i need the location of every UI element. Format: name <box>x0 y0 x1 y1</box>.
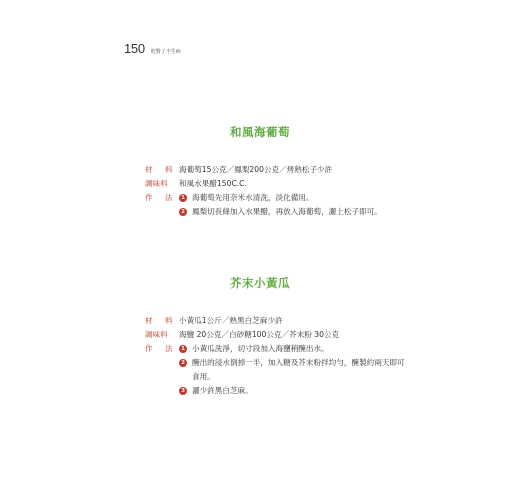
recipe-block <box>145 163 445 219</box>
seasoning-text: 和風水果醋150C.C. <box>179 179 247 188</box>
page-number: 150 <box>124 41 145 56</box>
recipe-title: 和風海葡萄 <box>230 125 290 139</box>
recipe-block <box>145 314 445 398</box>
seasoning-label: 調味料 <box>145 179 168 188</box>
step-number-badge: 2 <box>179 359 187 367</box>
step-text: 灑少許黑白芝麻。 <box>192 386 253 395</box>
method-row <box>145 342 445 398</box>
seasoning-row <box>145 177 445 191</box>
ingredients-row <box>145 163 445 177</box>
step-number-badge: 2 <box>179 208 187 216</box>
steps-list <box>179 191 407 219</box>
method-label: 作 法 <box>145 193 178 202</box>
step-item <box>179 356 407 384</box>
ingredients-text: 海葡萄15公克／鳳梨200公克／烤熟松子少許 <box>179 165 333 174</box>
step-text: 醃出的浸水倒掉一半，加入糖及芥末粉拌均勻，醃製約兩天即可食用。 <box>192 358 405 381</box>
step-text: 海葡萄先用奈米水清洗，淡化備用。 <box>192 193 314 202</box>
ingredients-text: 小黃瓜1公斤／熟黑白芝麻少許 <box>179 316 283 325</box>
recipe-title: 芥末小黃瓜 <box>230 276 290 290</box>
ingredients-label: 材 料 <box>145 165 178 174</box>
step-number-badge: 3 <box>179 387 187 395</box>
running-title: 吃對了不生病 <box>150 49 181 55</box>
seasoning-label: 調味料 <box>145 330 168 339</box>
step-item <box>179 191 407 205</box>
seasoning-text: 海鹽 20公克／白砂糖100公克／芥末粉 30公克 <box>179 330 340 339</box>
step-item <box>179 384 407 398</box>
step-text: 鳳梨切長條加入水果醋，再放入海葡萄，灑上松子即可。 <box>192 207 382 216</box>
steps-list <box>179 342 407 398</box>
step-item <box>179 205 407 219</box>
page-header <box>124 41 181 56</box>
step-item <box>179 342 407 356</box>
step-number-badge: 1 <box>179 194 187 202</box>
method-label: 作 法 <box>145 344 178 353</box>
method-row <box>145 191 445 219</box>
ingredients-row <box>145 314 445 328</box>
seasoning-row <box>145 328 445 342</box>
step-text: 小黃瓜洗淨，切寸段加入海鹽稍醃出水。 <box>192 344 329 353</box>
step-number-badge: 1 <box>179 345 187 353</box>
ingredients-label: 材 料 <box>145 316 178 325</box>
